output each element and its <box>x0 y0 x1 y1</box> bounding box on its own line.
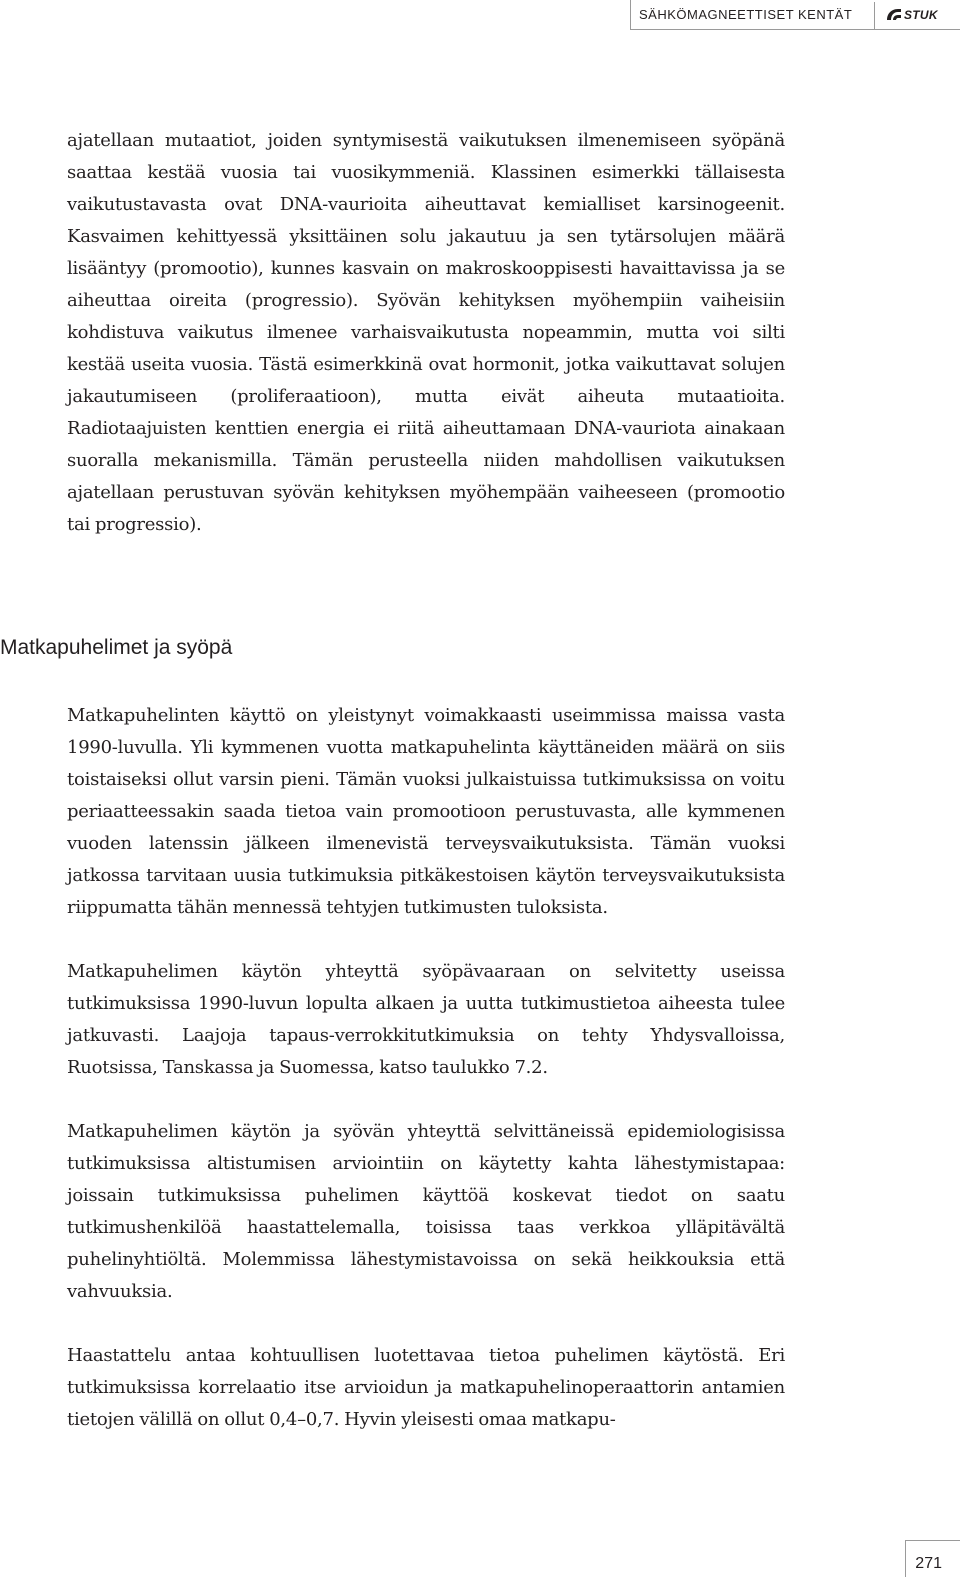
section-paragraph-3: Matkapuhelimen käytön ja syövän yhteyttä selvittäneissä epidemiologisissa tutkimuksissa altistumisen arviointiin on käytetty kahta lähestymistapaa: joissain tutkimuksissa puhelimen käyttöä koskevat tiedot on saatu tutkimushenkilöä haastattelemalla, toisissa taas verkkoa ylläpitävältä puhelinyhtiöltä. Molemmissa lähestymistavoissa on sekä heikkouksia että vahvuuksia. <box>67 1121 785 1302</box>
stuk-logo <box>886 6 938 24</box>
intro-paragraph: ajatellaan mutaatiot, joiden syntymisestä vaikutuksen ilmenemiseen syöpänä saattaa kestää vuosia tai vuosikymmeniä. Klassinen esimerkki tällaisesta vaikutustavasta ovat DNA-vaurioita aiheuttavat kemialliset karsinogeenit. Kasvaimen kehittyessä yksittäinen solu jakautuu ja sen tytärsolujen määrä lisääntyy (promootio), kunnes kasvain on makroskooppisesti havaittavissa ja se aiheuttaa oireita (progressio). Syövän kehityksen myöhempiin vaiheisiin kohdistuva vaikutus ilmenee varhaisvaikutusta nopeammin, mutta voi silti kestää useita vuosia. Tästä esimerkkinä ovat hormonit, jotka vaikuttavat solujen jakautumiseen (proliferaatioon), mutta eivät aiheuta mutaatioita. Radiotaajuisten kenttien energia ei riitä aiheuttamaan DNA-vauriota ainakaan suoralla mekanismilla. Tämän perusteella niiden mahdollisen vaikutuksen ajatellaan perustuvan syövän kehityksen myöhempään vaiheeseen (promootio tai progressio). <box>67 130 785 535</box>
header-divider <box>874 2 875 29</box>
section-paragraph-1: Matkapuhelinten käyttö on yleistynyt voimakkaasti useimmissa maissa vasta 1990-luvulla. Yli kymmenen vuotta matkapuhelinta käyttäneiden määrä on siis toistaiseksi ollut varsin pieni. Tämän vuoksi julkaistuissa tutkimuksissa on voitu periaatteessakin saada tietoa vain promootioon perustuvasta, alle kymmenen vuoden latenssin jälkeen ilmenevistä terveysvaikutuksista. Tämän vuoksi jatkossa tarvitaan uusia tutkimuksia pitkäkestoisen käytön terveysvaikutuksista riippumatta tähän mennessä tehtyjen tutkimusten tuloksista. <box>67 705 785 918</box>
section-paragraph-2: Matkapuhelimen käytön yhteyttä syöpävaaraan on selvitetty useissa tutkimuksissa 1990-luvun lopulta alkaen ja uutta tutkimustietoa aiheesta tulee jatkuvasti. Laajoja tapaus-verrokkitutkimuksia on tehty Yhdysvalloissa, Ruotsissa, Tanskassa ja Suomessa, katso taulukko 7.2. <box>67 961 785 1078</box>
stuk-emblem-icon <box>886 8 902 22</box>
section-body <box>67 700 785 1436</box>
header-title: SÄHKÖMAGNEETTISET KENTÄT <box>639 7 853 22</box>
page-number: 271 <box>915 1555 942 1572</box>
section-heading: Matkapuhelimet ja syöpä <box>0 636 233 659</box>
intro-text <box>67 125 785 541</box>
running-header <box>630 0 960 30</box>
logo-text: STUK <box>904 8 938 22</box>
page-number-box <box>905 1540 960 1577</box>
section-paragraph-4: Haastattelu antaa kohtuullisen luotettavaa tietoa puhelimen käytöstä. Eri tutkimuksissa korrelaatio itse arvioidun ja matkapuhelinoperaattorin antamien tietojen välillä on ollut 0,4–0,7. Hyvin yleisesti omaa matkapu- <box>67 1345 785 1430</box>
